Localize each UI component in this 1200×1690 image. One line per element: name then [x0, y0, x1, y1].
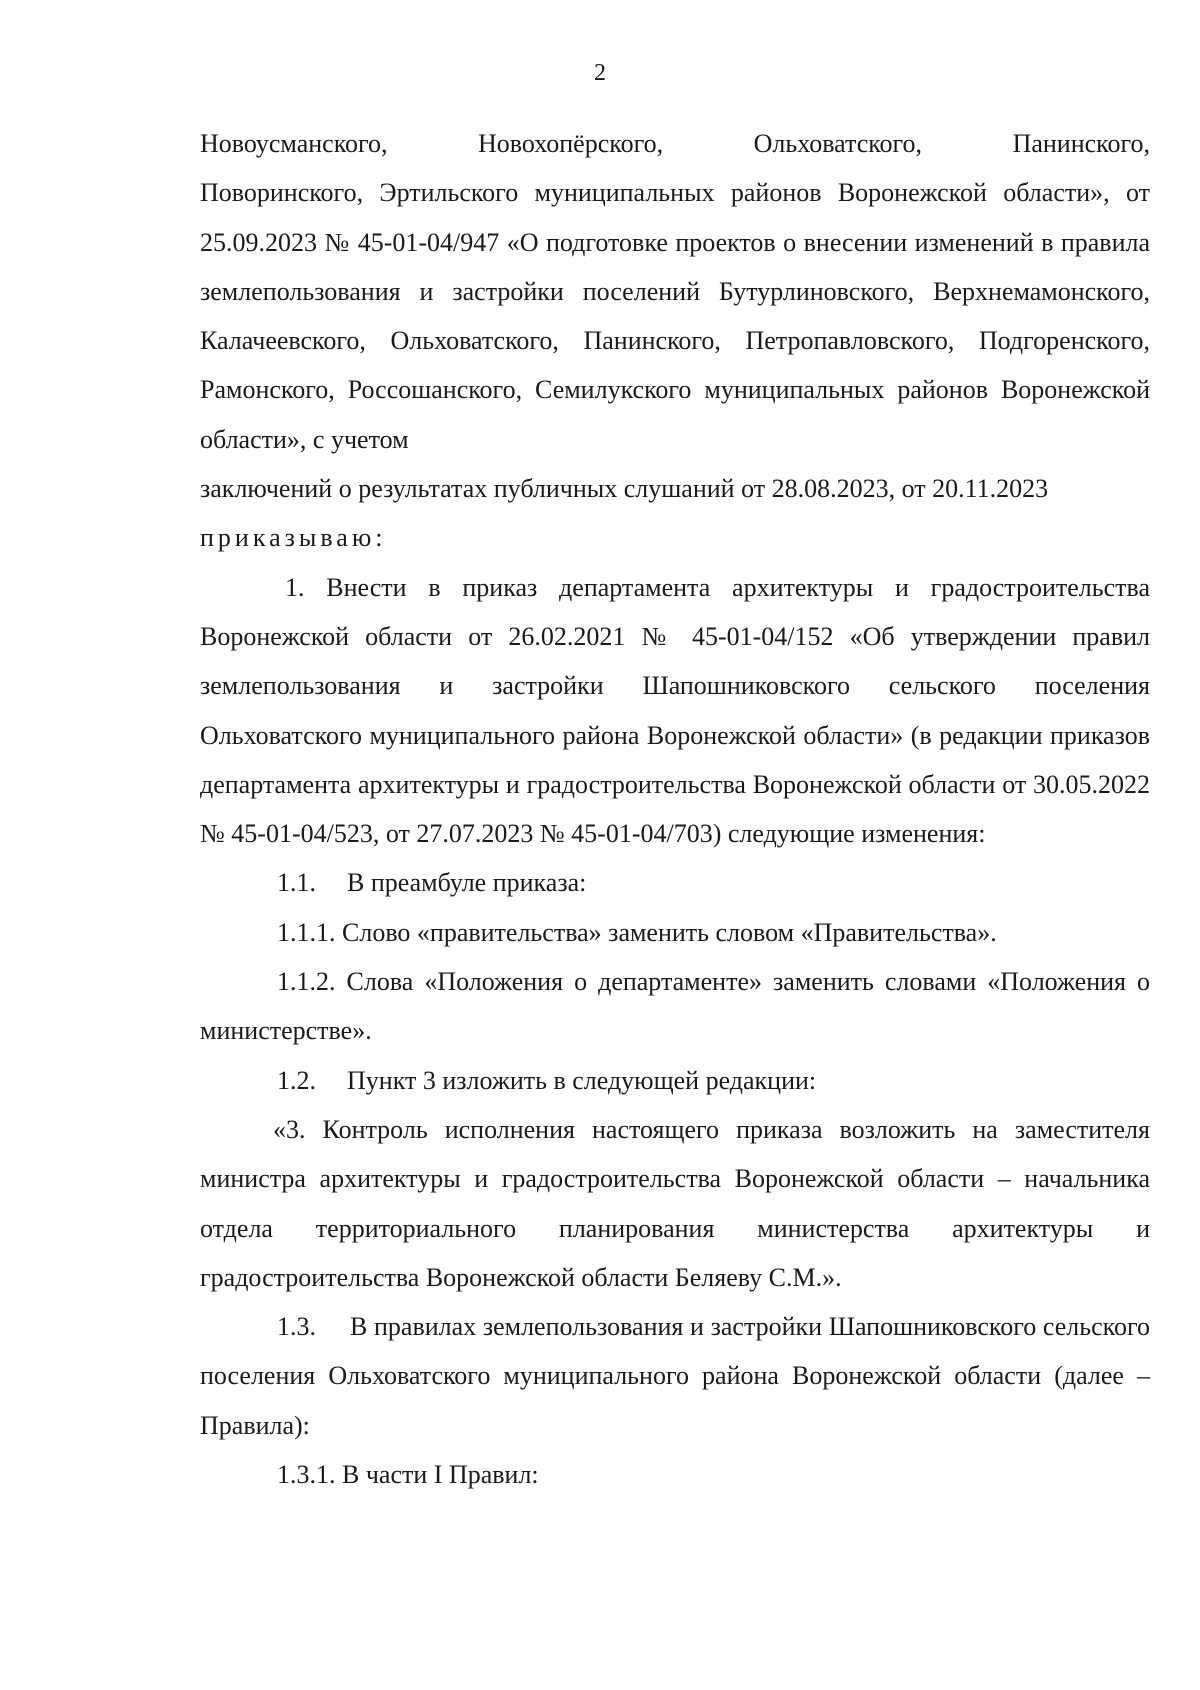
item-1-2	[200, 1056, 1150, 1105]
item-1-3-number: 1.3.	[277, 1312, 316, 1342]
page-number: 2	[594, 60, 606, 86]
item-1-1-number: 1.1.	[277, 868, 316, 898]
paragraph-preamble: Поворинского, Эртильского муниципальных районов Воронежской области», от 25.09.2023 № 45-01-04/947 «О подготовке проектов о внесении изменений в правила землепользования и застройки поселений Бутурлиновского, Верхнемамонского, Калачеевского, Ольховатского, Панинского, Петропавловского, Подгоренского, Рамонского, Россошанского, Семилукского муниципальных районов Воронежской области», с учетом	[200, 178, 1150, 454]
item-1-1	[200, 858, 1150, 907]
item-1-1-1: 1.1.1. Слово «правительства» заменить словом «Правительства».	[277, 917, 997, 947]
item-1-3	[200, 1302, 1150, 1450]
item-1-3-text: В правилах землепользования и застройки Шапошниковского сельского поселения Ольховатского муниципального района Воронежской области (далее – Правила):	[200, 1312, 1150, 1440]
item-1-1-text: В преамбуле приказа:	[347, 868, 587, 898]
document-body	[200, 119, 1150, 1499]
item-1-2-number: 1.2.	[277, 1065, 316, 1095]
paragraph-preamble-line1: Новоусманского, Новохопёрского, Ольховатского, Панинского,	[200, 129, 1150, 158]
item-1-3-1: 1.3.1. В части I Правил:	[277, 1460, 539, 1490]
paragraph-preamble-last: заключений о результатах публичных слушаний от 28.08.2023, от 20.11.2023	[200, 474, 1049, 504]
item-1-1-2: 1.1.2. Слова «Положения о департаменте» заменить словами «Положения о министерстве».	[200, 967, 1150, 1046]
item-1: 1. Внести в приказ департамента архитектуры и градостроительства Воронежской области от 26.02.2021 № 45-01-04/152 «Об утверждении правил землепользования и застройки Шапошниковского сельского поселения Ольховатского муниципального района Воронежской области» (в редакции приказов департамента архитектуры и градостроительства Воронежской области от 30.05.2022 № 45-01-04/523, от 27.07.2023 № 45-01-04/703) следующие изменения:	[200, 572, 1150, 849]
quote-item-3: «3. Контроль исполнения настоящего приказа возложить на заместителя министра архитектуры и градостроительства Воронежской области – начальника отдела территориального планирования министерства архитектуры и градостроительства Воронежской области Беляеву С.М.».	[200, 1114, 1150, 1292]
item-1-2-text: Пункт 3 изложить в следующей редакции:	[347, 1065, 817, 1095]
order-word: приказываю:	[200, 523, 387, 553]
